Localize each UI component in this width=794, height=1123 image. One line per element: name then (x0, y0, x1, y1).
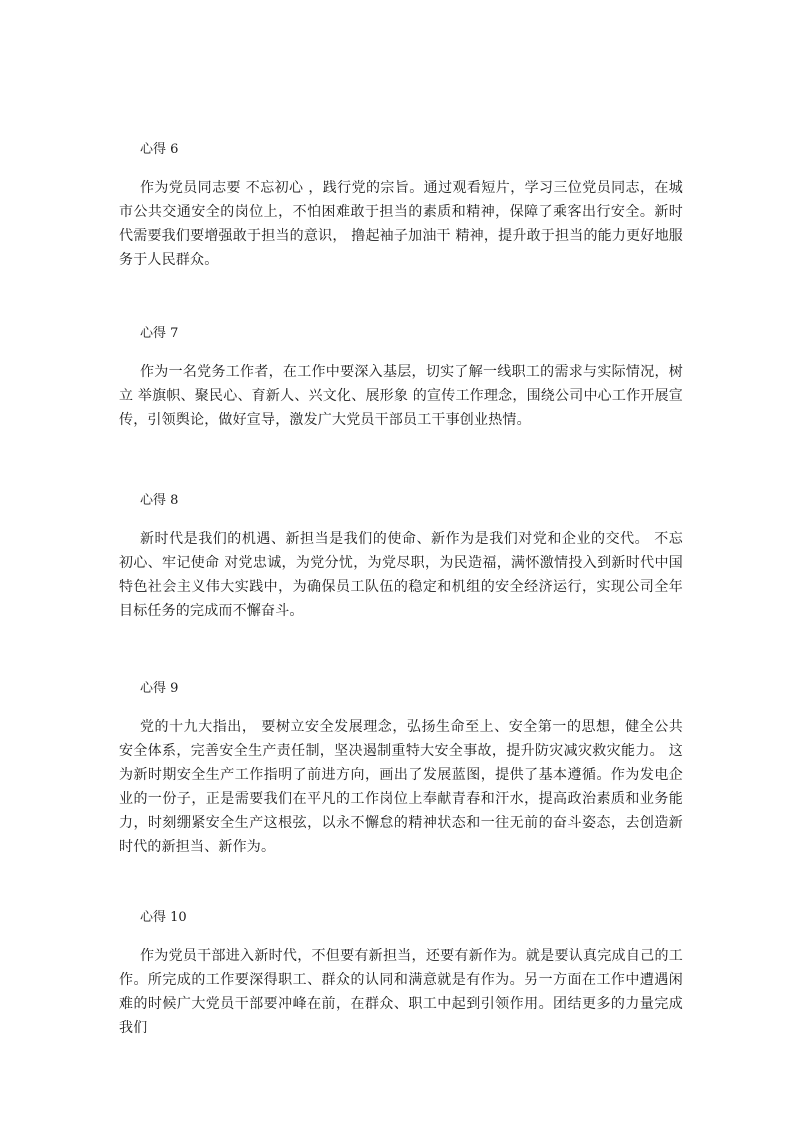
section-paragraph: 新时代是我们的机遇、新担当是我们的使命、新作为是我们对党和企业的交代。 不忘初心、牢记使命 对党忠诚，为党分忧，为党尽职，为民造福，满怀激情投入到新时代中国特色社会主义伟大实践中，为确保员工队伍的稳定和机组的安全经济运行，实现公司全年目标任务的完成而不懈奋斗。 (119, 531, 683, 619)
section-xinde-10 (119, 909, 683, 1040)
section-paragraph: 党的十九大指出， 要树立安全发展理念，弘扬生命至上、安全第一的思想，健全公共安全体系，完善安全生产责任制，坚决遏制重特大安全事故，提升防灾减灾救灾能力。 这为新时期安全生产工作指明了前进方向，画出了发展蓝图，提供了基本遵循。作为发电企业的一份子，正是需要我们在平凡的工作岗位上奉献青春和汗水，提高政治素质和业务能力，时刻绷紧安全生产这根弦，以永不懈怠的精神状态和一往无前的奋斗姿态，去创造新时代的新担当、新作为。 (119, 719, 683, 855)
section-xinde-8 (119, 492, 683, 623)
section-xinde-9 (119, 680, 683, 859)
section-heading: 心得 8 (140, 493, 179, 508)
section-heading: 心得 10 (140, 910, 187, 925)
section-paragraph: 作为一名党务工作者，在工作中要深入基层，切实了解一线职工的需求与实际情况，树立 举旗帜、聚民心、育新人、兴文化、展形象 的宣传工作理念，围绕公司中心工作开展宣传，引领舆论，做好宣导，激发广大党员干部员工干事创业热情。 (119, 364, 683, 428)
section-xinde-6 (119, 141, 683, 272)
section-heading: 心得 7 (140, 326, 179, 341)
section-paragraph: 作为党员同志要 不忘初心 ，践行党的宗旨。通过观看短片，学习三位党员同志，在城市公共交通安全的岗位上，不怕困难敢于担当的素质和精神，保障了乘客出行安全。新时代需要我们要增强敢于担当的意识， 撸起袖子加油干 精神，提升敢于担当的能力更好地服务于人民群众。 (119, 180, 683, 268)
section-xinde-7 (119, 325, 683, 432)
section-heading: 心得 6 (140, 142, 179, 157)
section-heading: 心得 9 (140, 681, 179, 696)
section-paragraph: 作为党员干部进入新时代，不但要有新担当，还要有新作为。就是要认真完成自己的工作。所完成的工作要深得职工、群众的认同和满意就是有作为。另一方面在工作中遭遇闲难的时候广大党员干部要冲峰在前，在群众、职工中起到引领作用。团结更多的力量完成我们 (119, 948, 683, 1036)
